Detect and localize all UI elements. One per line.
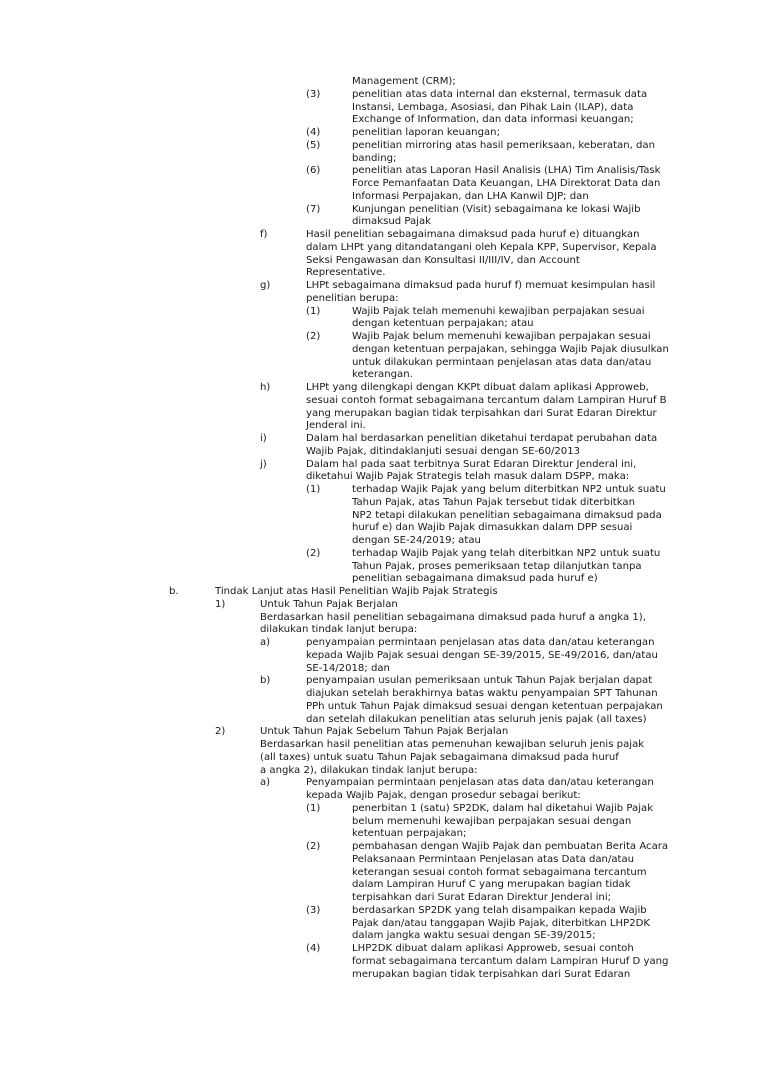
list-item-text xyxy=(306,459,762,485)
list-item xyxy=(0,127,762,140)
text-line: belum memenuhi kewajiban perpajakan sesuai dengan xyxy=(352,815,632,827)
text-line: merupakan bagian tidak terpisahkan dari Surat Edaran xyxy=(352,968,631,980)
text-line: diketahui Wajib Pajak Strategis telah masuk dalam DSPP, maka: xyxy=(306,471,630,483)
text-line: penyampaian permintaan penjelasan atas data dan/atau keterangan xyxy=(306,637,655,648)
list-item-label: (5) xyxy=(306,139,321,151)
list-item-text xyxy=(352,89,762,127)
list-item-label: (2) xyxy=(306,331,321,342)
list-item-text xyxy=(352,943,762,981)
text-line: Wajib Pajak telah memenuhi kewajiban perpajakan sesuai xyxy=(352,305,645,317)
list-item-text xyxy=(306,229,762,280)
text-line: Force Pemanfaatan Data Keuangan, LHA Direktorat Data dan xyxy=(352,178,661,189)
list-item xyxy=(0,803,762,841)
list-item-text xyxy=(260,599,762,637)
list-item-label: h) xyxy=(260,382,271,393)
text-line: a angka 2), dilakukan tindak lanjut berupa: xyxy=(260,764,478,776)
text-line: Exchange of Information, dan data informasi keuangan; xyxy=(352,114,634,126)
text-line: Untuk Tahun Pajak Berjalan xyxy=(260,598,398,610)
list-item-text xyxy=(352,905,762,943)
text-line: Penyampaian permintaan penjelasan atas data dan/atau keterangan xyxy=(306,777,654,789)
text-line: Wajib Pajak belum memenuhi kewajiban perpajakan sesuai xyxy=(352,331,651,342)
text-line: Kunjungan penelitian (Visit) sebagaimana ke lokasi Wajib xyxy=(352,203,641,215)
list-item-text xyxy=(352,484,762,548)
text-line: penelitian atas Laporan Hasil Analisis (LHA) Tim Analisis/Task xyxy=(352,165,661,177)
list-item-text xyxy=(306,777,762,803)
list-item-label: (4) xyxy=(306,127,321,138)
text-line: LHP2DK dibuat dalam aplikasi Approweb, sesuai contoh xyxy=(352,943,634,954)
list-item-text xyxy=(352,306,762,332)
list-item xyxy=(0,306,762,332)
list-item-text xyxy=(352,803,762,841)
text-line: Dalam hal berdasarkan penelitian diketahui terdapat perubahan data xyxy=(306,433,658,444)
list-item-label: (1) xyxy=(306,305,321,317)
text-line: Informasi Perpajakan, dan LHA Kanwil DJP; dan xyxy=(352,190,589,202)
text-line: kepada Wajib Pajak sesuai dengan SE-39/2015, SE-49/2016, dan/atau xyxy=(306,649,658,661)
text-line: Pajak dan/atau tanggapan Wajib Pajak, diterbitkan LHP2DK xyxy=(352,917,651,929)
text-line: Tahun Pajak, proses pemeriksaan tetap dilanjutkan tanpa xyxy=(352,560,642,572)
text-line: Berdasarkan hasil penelitian sebagaimana dimaksud pada huruf a angka 1), xyxy=(260,611,646,623)
list-item xyxy=(0,637,762,675)
list-item-label: 1) xyxy=(215,598,226,610)
list-item xyxy=(0,280,762,306)
list-item xyxy=(0,777,762,803)
list-item-text xyxy=(352,127,762,140)
list-item-label: b) xyxy=(260,675,271,687)
list-item xyxy=(0,675,762,726)
list-item-text xyxy=(306,382,762,433)
list-item xyxy=(0,484,762,548)
list-item-label: (7) xyxy=(306,203,321,215)
list-item xyxy=(0,76,762,89)
text-line: dimaksud Pajak xyxy=(352,216,432,228)
list-item xyxy=(0,433,762,459)
list-item-text xyxy=(352,331,762,382)
text-line: Tahun Pajak, atas Tahun Pajak tersebut tidak diterbitkan xyxy=(352,496,636,508)
text-line: dalam LHPt yang ditandatangani oleh Kepala KPP, Supervisor, Kepala xyxy=(306,241,657,253)
list-item-label: f) xyxy=(260,229,268,240)
text-line: untuk dilakukan permintaan penjelasan atas data dan/atau xyxy=(352,356,652,368)
text-line: penelitian sebagaimana dimaksud pada huruf e) xyxy=(352,573,598,585)
list-item xyxy=(0,204,762,230)
list-item-label: i) xyxy=(260,433,267,444)
text-line: Tindak Lanjut atas Hasil Penelitian Wajib Pajak Strategis xyxy=(215,586,498,597)
list-item xyxy=(0,89,762,127)
text-line: diajukan setelah berakhirnya batas waktu penyampaian SPT Tahunan xyxy=(306,688,658,699)
list-item-text xyxy=(352,76,762,89)
text-line: Jenderal ini. xyxy=(306,420,366,432)
text-line: penyampaian usulan pemeriksaan untuk Tahun Pajak berjalan dapat xyxy=(306,675,653,687)
text-line: dalam jangka waktu sesuai dengan SE-39/2015; xyxy=(352,930,596,942)
text-line: sesuai contoh format sebagaimana tercantum dalam Lampiran Huruf B xyxy=(306,394,667,406)
text-line: Wajib Pajak, ditindaklanjuti sesuai dengan SE-60/2013 xyxy=(306,445,581,457)
text-line: LHPt yang dilengkapi dengan KKPt dibuat dalam aplikasi Approweb, xyxy=(306,382,649,393)
list-item-text xyxy=(306,433,762,459)
list-item-text xyxy=(306,675,762,726)
text-line: terhadap Wajik Pajak yang belum diterbitkan NP2 untuk suatu xyxy=(352,484,666,495)
text-line: penelitian laporan keuangan; xyxy=(352,127,500,138)
text-line: keterangan sesuai contoh format sebagaimana tercantum xyxy=(352,866,647,878)
text-line: kepada Wajib Pajak, dengan prosedur sebagai berikut: xyxy=(306,790,581,801)
text-line: format sebagaimana tercantum dalam Lampiran Huruf D yang xyxy=(352,955,669,967)
text-line: dalam Lampiran Huruf C yang merupakan bagian tidak xyxy=(352,879,631,891)
list-item-text xyxy=(352,548,762,586)
list-item-label: (1) xyxy=(306,484,321,495)
list-item xyxy=(0,382,762,433)
text-line: dengan ketentuan perpajakan; atau xyxy=(352,318,534,330)
text-line: LHPt sebagaimana dimaksud pada huruf f) memuat kesimpulan hasil xyxy=(306,280,656,291)
list-item xyxy=(0,229,762,280)
list-item-label: j) xyxy=(260,458,267,470)
text-line: NP2 tetapi dilakukan penelitian sebagaimana dimaksud pada xyxy=(352,509,662,521)
list-item-text xyxy=(352,841,762,905)
list-item-label: (3) xyxy=(306,904,321,916)
text-line: Untuk Tahun Pajak Sebelum Tahun Pajak Berjalan xyxy=(260,726,509,738)
list-item-text xyxy=(352,165,762,203)
text-line: dilakukan tindak lanjut berupa: xyxy=(260,624,418,636)
text-line: dengan ketentuan perpajakan, sehingga Wajib Pajak diusulkan xyxy=(352,343,669,355)
list-item xyxy=(0,586,762,599)
list-item-label: a) xyxy=(260,777,271,789)
document-body xyxy=(0,76,762,981)
text-line: dan setelah dilakukan penelitian atas seluruh jenis pajak (all taxes) xyxy=(306,713,647,725)
list-item-label: (1) xyxy=(306,802,321,814)
list-item xyxy=(0,599,762,637)
text-line: Instansi, Lembaga, Asosiasi, dan Pihak Lain (ILAP), data xyxy=(352,101,634,113)
text-line: PPh untuk Tahun Pajak dimaksud sesuai dengan ketentuan perpajakan xyxy=(306,700,663,712)
list-item-text xyxy=(215,586,762,599)
text-line: berdasarkan SP2DK yang telah disampaikan kepada Wajib xyxy=(352,904,647,916)
list-item xyxy=(0,726,762,777)
list-item-label: g) xyxy=(260,280,271,291)
list-item xyxy=(0,548,762,586)
text-line: Seksi Pengawasan dan Konsultasi II/III/IV, dan Account xyxy=(306,254,580,266)
text-line: yang merupakan bagian tidak terpisahkan dari Surat Edaran Direktur xyxy=(306,407,657,419)
text-line: pembahasan dengan Wajib Pajak dan pembuatan Berita Acara xyxy=(352,841,669,852)
list-item xyxy=(0,331,762,382)
list-item-text xyxy=(352,140,762,166)
list-item-label: b. xyxy=(169,586,179,597)
list-item-label: (6) xyxy=(306,165,321,177)
list-item-label: a) xyxy=(260,637,271,648)
text-line: SE-14/2018; dan xyxy=(306,662,390,674)
text-line: terpisahkan dari Surat Edaran Direktur Jenderal ini; xyxy=(352,892,612,903)
list-item xyxy=(0,459,762,485)
list-item xyxy=(0,165,762,203)
text-line: banding; xyxy=(352,152,397,164)
text-line: penelitian mirroring atas hasil pemeriksaan, keberatan, dan xyxy=(352,139,656,151)
list-item xyxy=(0,140,762,166)
text-line: Representative. xyxy=(306,267,386,279)
list-item xyxy=(0,905,762,943)
text-line: penerbitan 1 (satu) SP2DK, dalam hal diketahui Wajib Pajak xyxy=(352,802,654,814)
text-line: terhadap Wajib Pajak yang telah diterbitkan NP2 untuk suatu xyxy=(352,547,661,559)
text-line: Pelaksanaan Permintaan Penjelasan atas Data dan/atau xyxy=(352,853,635,865)
list-item xyxy=(0,943,762,981)
list-item-label: 2) xyxy=(215,726,226,738)
text-line: Hasil penelitian sebagaimana dimaksud pada huruf e) dituangkan xyxy=(306,229,640,240)
list-item-label: (2) xyxy=(306,841,321,852)
text-line: penelitian berupa: xyxy=(306,292,399,304)
text-line: penelitian atas data internal dan eksternal, termasuk data xyxy=(352,88,648,100)
text-line: huruf e) dan Wajib Pajak dimasukkan dalam DPP sesuai xyxy=(352,522,633,534)
list-item-label: (2) xyxy=(306,547,321,559)
list-item-text xyxy=(260,726,762,777)
text-line: keterangan. xyxy=(352,369,413,381)
list-item-label: (4) xyxy=(306,943,321,954)
list-item-label: (3) xyxy=(306,88,321,100)
text-line: (all taxes) untuk suatu Tahun Pajak sebagaimana dimaksud pada huruf xyxy=(260,751,619,763)
list-item-text xyxy=(306,637,762,675)
text-line: Management (CRM); xyxy=(352,76,456,87)
text-line: ketentuan perpajakan; xyxy=(352,828,467,840)
list-item-text xyxy=(306,280,762,306)
list-item xyxy=(0,841,762,905)
text-line: Berdasarkan hasil penelitian atas pemenuhan kewajiban seluruh jenis pajak xyxy=(260,739,645,750)
list-item-text xyxy=(352,204,762,230)
text-line: dengan SE-24/2019; atau xyxy=(352,535,481,546)
text-line: Dalam hal pada saat terbitnya Surat Edaran Direktur Jenderal ini, xyxy=(306,458,637,470)
